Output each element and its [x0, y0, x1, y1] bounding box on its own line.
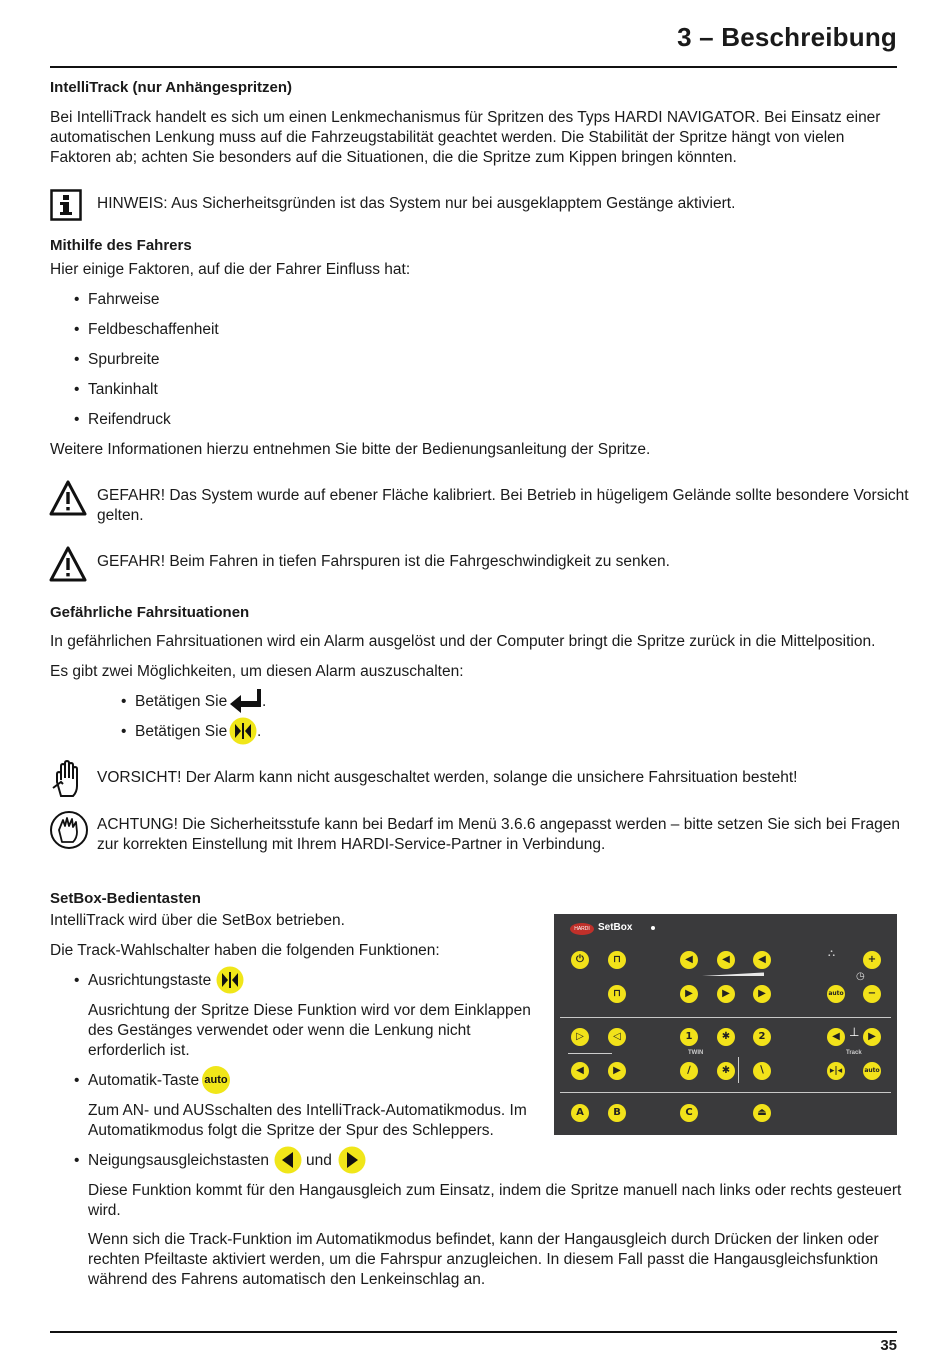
- header-divider: [50, 66, 897, 68]
- arrow-right-button[interactable]: ▷: [571, 1028, 589, 1046]
- list-item: • Neigungsausgleichstasten und: [88, 1151, 269, 1171]
- paragraph: Automatikmodus folgt die Spritze der Spur des Schleppers.: [88, 1122, 494, 1139]
- led-indicator: [651, 926, 655, 930]
- paragraph: In gefährlichen Fahrsituationen wird ein Alarm ausgelöst und der Computer bringt die Spritze zurück in die Mittelposition.: [50, 633, 876, 650]
- boom-up-button[interactable]: ▶: [608, 1062, 626, 1080]
- track-right-button[interactable]: ▶: [863, 1028, 881, 1046]
- danger-text: GEFAHR! Beim Fahren in tiefen Fahrspuren ist die Fahrgeschwindigkeit zu senken.: [97, 553, 670, 570]
- angle-button[interactable]: ∕: [680, 1062, 698, 1080]
- align-button-icon: [229, 717, 257, 745]
- plus-button[interactable]: +: [863, 951, 881, 969]
- button-b[interactable]: B: [608, 1104, 626, 1122]
- footer-divider: [50, 1331, 897, 1333]
- left-section-button[interactable]: ◀: [753, 951, 771, 969]
- note-text: HINWEIS: Aus Sicherheitsgründen ist das System nur bei ausgeklapptem Gestänge aktiviert.: [97, 195, 736, 212]
- list-item: • Ausrichtungstaste: [88, 971, 211, 991]
- section-heading-dangerous: Gefährliche Fahrsituationen: [50, 604, 250, 621]
- danger-text: gelten.: [97, 507, 144, 524]
- align-button[interactable]: ▸|◂: [827, 1062, 845, 1080]
- list-item: • Tankinhalt: [74, 381, 158, 398]
- list-item: • Betätigen Sie .: [135, 722, 227, 742]
- setbox-title: SetBox: [598, 922, 633, 933]
- page-number: 35: [880, 1337, 897, 1354]
- hand-attention-icon: [49, 810, 89, 850]
- arrow-right-icon: [338, 1146, 366, 1174]
- paragraph: Diese Funktion kommt für den Hangausgleich zum Einsatz, indem die Spritze manuell nach links oder rechts gesteuert: [88, 1182, 902, 1199]
- list-item: • Betätigen Sie .: [135, 692, 227, 712]
- fan-button[interactable]: ✱: [717, 1062, 735, 1080]
- boom-down-button[interactable]: ◀: [571, 1062, 589, 1080]
- sprayer-icon: ⛬: [828, 948, 835, 959]
- auto-button-icon: auto: [202, 1066, 230, 1094]
- section-heading-driver: Mithilfe des Fahrers: [50, 237, 192, 254]
- angle-button[interactable]: ∖: [753, 1062, 771, 1080]
- setbox-panel: [554, 914, 897, 1135]
- paragraph: Die Track-Wahlschalter haben die folgenden Funktionen:: [50, 942, 440, 959]
- danger-text: GEFAHR! Das System wurde auf ebener Fläche kalibriert. Bei Betrieb in hügeligem Gelände sollte besondere Vorsicht: [97, 487, 909, 504]
- power-button[interactable]: ⏻: [571, 951, 589, 969]
- attention-text: ACHTUNG! Die Sicherheitsstufe kann bei Bedarf im Menü 3.6.6 angepasst werden – bitte setzen Sie sich bei Fragen: [97, 816, 900, 833]
- paragraph: Es gibt zwei Möglichkeiten, um diesen Alarm auszuschalten:: [50, 663, 464, 680]
- twin-label: TWIN: [688, 1050, 704, 1056]
- caution-text: VORSICHT! Der Alarm kann nicht ausgeschaltet werden, solange die unsichere Fahrsituation besteht!: [97, 769, 798, 786]
- unlock-button[interactable]: ⊓: [608, 951, 626, 969]
- paragraph: erforderlich ist.: [88, 1042, 190, 1059]
- left-section-button[interactable]: ◀: [717, 951, 735, 969]
- button-2[interactable]: 2: [753, 1028, 771, 1046]
- warning-icon: [49, 480, 87, 516]
- paragraph-intro: Hier einige Faktoren, auf die der Fahrer Einfluss hat:: [50, 261, 411, 278]
- left-section-button[interactable]: ◀: [680, 951, 698, 969]
- boom-height-indicator: [568, 1049, 612, 1054]
- list-item: • Reifendruck: [74, 411, 171, 428]
- paragraph: IntelliTrack wird über die SetBox betrieben.: [50, 912, 345, 929]
- align-button-icon: [216, 966, 244, 994]
- tractor-icon: ⊥: [849, 1025, 860, 1039]
- paragraph: Wenn sich die Track-Funktion im Automatikmodus befindet, kann der Hangausgleich durch Drücken der linken oder: [88, 1231, 879, 1248]
- panel-divider: [560, 1017, 891, 1018]
- warning-icon: [49, 546, 87, 582]
- boom-indicator: [702, 971, 764, 976]
- button-a[interactable]: A: [571, 1104, 589, 1122]
- row-separator: [738, 1057, 739, 1083]
- right-section-button[interactable]: ▶: [717, 985, 735, 1003]
- paragraph-line: Bei IntelliTrack handelt es sich um einen Lenkmechanismus für Spritzen des Typs HARDI NAVIGATOR. Bei Einsatz einer: [50, 109, 881, 126]
- page-title: 3 – Beschreibung: [677, 22, 897, 52]
- hand-stop-icon: [49, 760, 89, 800]
- hardi-logo: HARDI: [570, 923, 594, 935]
- paragraph: des Gestänges verwendet oder wenn die Lenkung nicht: [88, 1022, 471, 1039]
- arrow-left-icon: [274, 1146, 302, 1174]
- right-section-button[interactable]: ▶: [753, 985, 771, 1003]
- arrow-left-button[interactable]: ◁: [608, 1028, 626, 1046]
- list-item: • Feldbeschaffenheit: [74, 321, 219, 338]
- paragraph: Ausrichtung der Spritze Diese Funktion wird vor dem Einklappen: [88, 1002, 531, 1019]
- right-section-button[interactable]: ▶: [680, 985, 698, 1003]
- track-left-button[interactable]: ◀: [827, 1028, 845, 1046]
- lock-button[interactable]: ⊓: [608, 985, 626, 1003]
- info-icon: [50, 189, 82, 221]
- section-heading-setbox: SetBox-Bedientasten: [50, 890, 201, 907]
- paragraph-outro: Weitere Informationen hierzu entnehmen Sie bitte der Bedienungsanleitung der Spritze.: [50, 441, 651, 458]
- fan-button[interactable]: ✱: [717, 1028, 735, 1046]
- minus-button[interactable]: −: [863, 985, 881, 1003]
- list-item: • Fahrweise: [74, 291, 160, 308]
- list-item: • Automatik-Taste auto: [88, 1071, 199, 1091]
- panel-divider: [560, 1092, 891, 1093]
- list-item: • Spurbreite: [74, 351, 160, 368]
- paragraph: rechten Pfeiltaste aktiviert werden, um die Fahrspur anzugleichen. In diesem Fall passt die Hangausgleichsfunktion: [88, 1251, 879, 1268]
- track-auto-button[interactable]: auto: [863, 1062, 881, 1080]
- section-heading-intellitrack: IntelliTrack (nur Anhängespritzen): [50, 79, 292, 96]
- eject-button[interactable]: ⏏: [753, 1104, 771, 1122]
- track-label: Track: [846, 1050, 862, 1056]
- paragraph-line: automatischen Lenkung muss auf die Fahrzeugstabilität geachtet werden. Die Stabilität der Spritze hängt von vielen: [50, 129, 845, 146]
- enter-key-icon: [229, 687, 263, 715]
- paragraph-line: Faktoren ab; achten Sie besonders auf die Situationen, die die Spritze zum Kippen bringen könnten.: [50, 149, 737, 166]
- button-c[interactable]: C: [680, 1104, 698, 1122]
- auto-button[interactable]: auto: [827, 985, 845, 1003]
- attention-text: zur korrekten Einstellung mit Ihrem HARDI-Service-Partner in Verbindung.: [97, 836, 606, 853]
- paragraph: Zum AN- und AUSschalten des IntelliTrack-Automatikmodus. Im: [88, 1102, 527, 1119]
- timer-icon: ◷: [856, 971, 865, 982]
- paragraph: wird.: [88, 1202, 121, 1219]
- button-1[interactable]: 1: [680, 1028, 698, 1046]
- paragraph: während des Fahrens automatisch den Lenkeinschlag an.: [88, 1271, 486, 1288]
